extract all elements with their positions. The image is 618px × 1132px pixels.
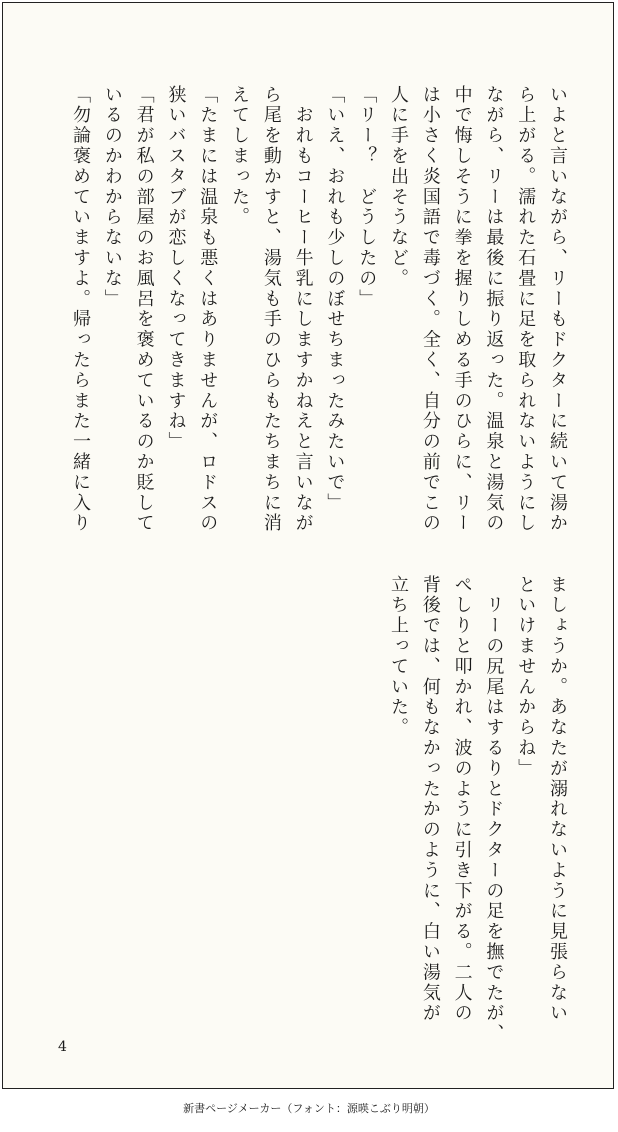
book-page	[2, 2, 614, 1089]
text-line: 人に手を出そうなど。	[388, 85, 410, 289]
text-line: ら尾を動かすと、湯気も手のひらもたちまちに消	[260, 85, 282, 534]
text-line: は小さく炎国語で毒づく。全く、自分の前でこの	[419, 85, 441, 534]
text-line: といけませんからね」	[515, 575, 537, 779]
page-number: 4	[58, 1039, 67, 1055]
text-line: ぺしりと叩かれ、波のように引き下がる。二人の	[451, 575, 473, 1024]
upper-text-column-block	[64, 85, 573, 545]
text-line: 狭いバスタブが恋しくなってきますね」	[165, 85, 187, 453]
text-line: えてしまった。	[229, 85, 251, 228]
text-line: ら上がる。濡れた石畳に足を取られないようにし	[515, 85, 537, 534]
text-line: おれもコーヒー牛乳にしますかねえと言いなが	[292, 85, 314, 534]
text-line: ながら、リーは最後に振り返った。温泉と湯気の	[483, 85, 505, 534]
lower-text-column-block	[382, 575, 573, 1045]
text-line: 「リー？ どうしたの」	[356, 85, 378, 310]
text-line: リーの尻尾はするりとドクターの足を撫でたが、	[483, 575, 505, 1045]
text-line: 立ち上っていた。	[388, 575, 410, 739]
text-line: 「いえ、おれも少しのぼせちまったみたいで」	[324, 85, 346, 514]
text-line: 「勿論褒めていますよ。帰ったらまた一緒に入り	[70, 85, 92, 534]
text-line: いよと言いながら、リーもドクターに続いて湯か	[547, 85, 568, 534]
text-line: 背後では、何もなかったかのように、白い湯気が	[419, 575, 441, 1024]
text-line: ましょうか。あなたが溺れないように見張らない	[547, 575, 568, 1024]
text-line: 「たまには温泉も悪くはありませんが、ロドスの	[197, 85, 219, 534]
footer-caption: 新書ページメーカー（フォント：源暎こぶり明朝）	[183, 1102, 435, 1115]
text-line: 中で悔しそうに拳を握りしめる手のひらに、リー	[451, 85, 473, 534]
text-line: 「君が私の部屋のお風呂を褒めているのか貶して	[133, 85, 155, 534]
text-line: いるのかわからないな」	[101, 85, 123, 310]
